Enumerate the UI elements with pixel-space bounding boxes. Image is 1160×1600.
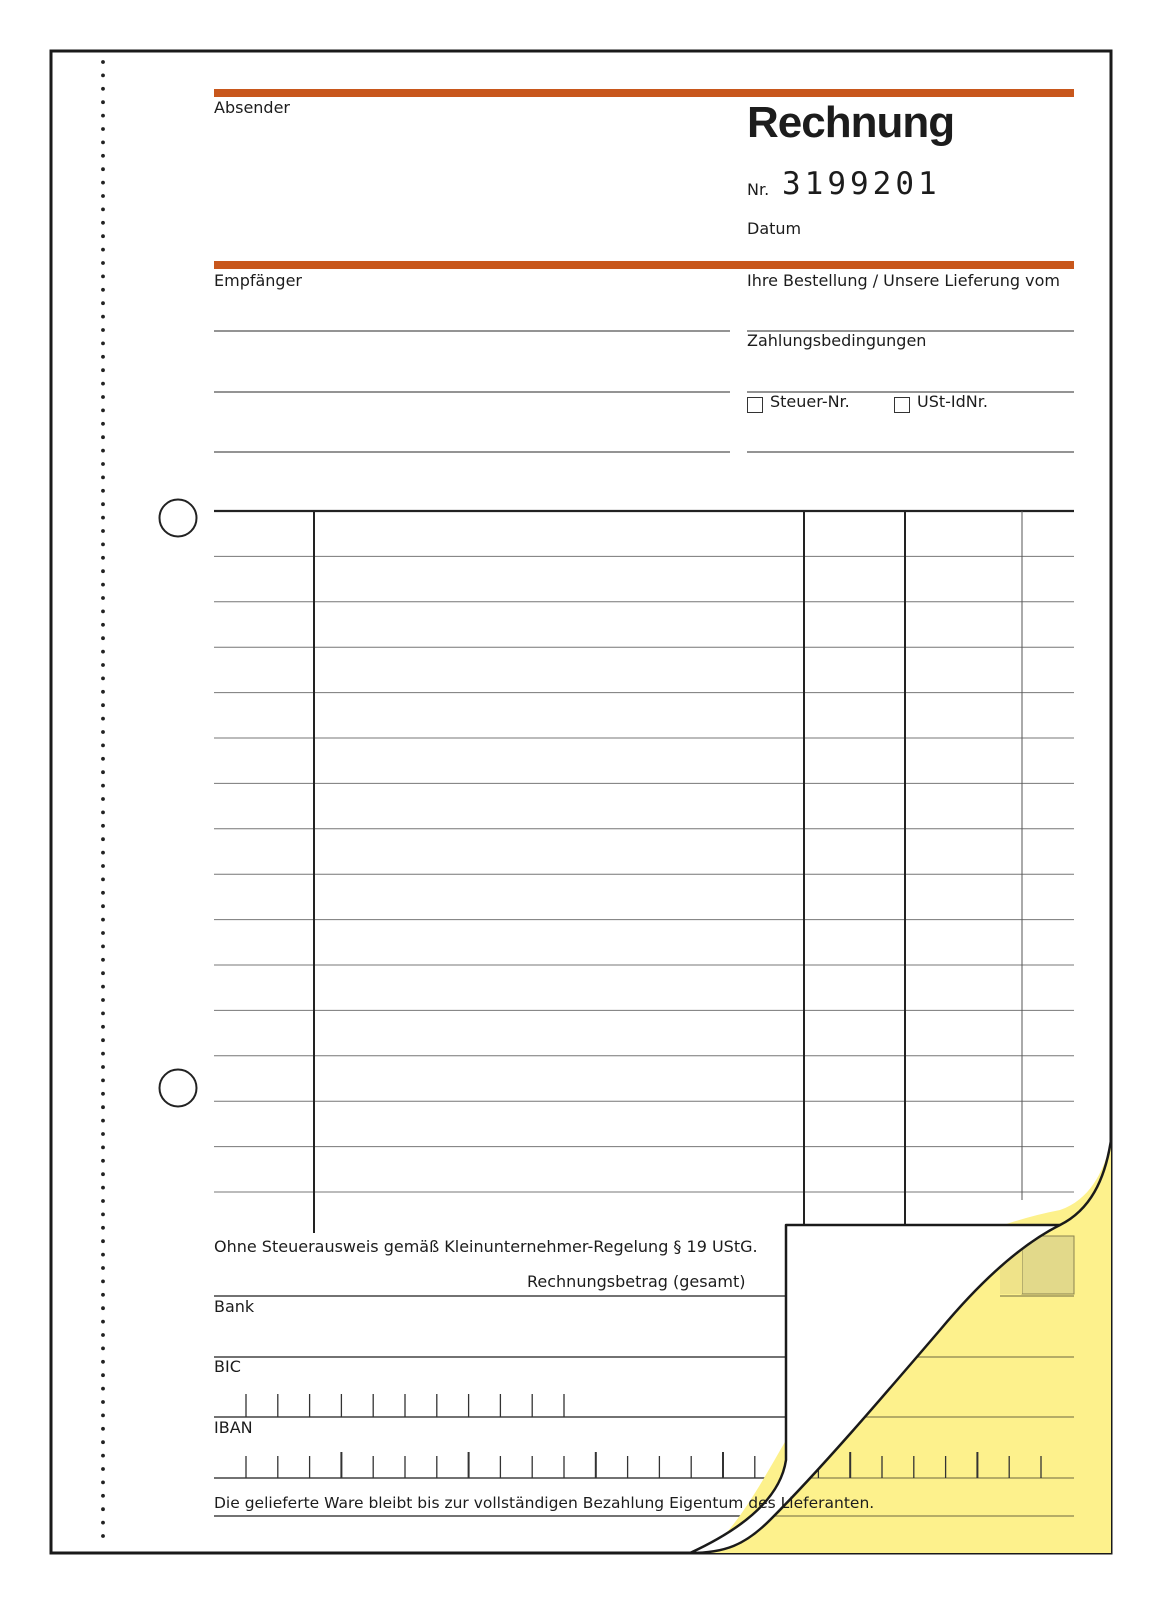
perforation-dot	[101, 878, 105, 882]
perforation-dot	[101, 770, 105, 774]
perforation-dot	[101, 864, 105, 868]
perforation-dot	[101, 811, 105, 815]
perforation-dot	[101, 730, 105, 734]
bic-label: BIC	[214, 1357, 241, 1376]
perforation-dot	[101, 502, 105, 506]
perforation-dot	[101, 998, 105, 1002]
perforation-dot	[101, 1333, 105, 1337]
perforation-dot	[101, 1400, 105, 1404]
perforation-dot	[101, 1132, 105, 1136]
perforation-dot	[101, 703, 105, 707]
perforation-dot	[101, 623, 105, 627]
perforation-dot	[101, 556, 105, 560]
perforation-dot	[101, 489, 105, 493]
perforation-dot	[101, 208, 105, 212]
perforation-dot	[101, 1306, 105, 1310]
perforation-dot	[101, 904, 105, 908]
punch-hole-bottom	[160, 1070, 197, 1107]
payment-terms-label: Zahlungsbedingungen	[747, 331, 927, 350]
perforation-dot	[101, 596, 105, 600]
perforation-dot	[101, 1427, 105, 1431]
perforation-dot	[101, 315, 105, 319]
perforation-dot	[101, 1293, 105, 1297]
perforation-dot	[101, 1105, 105, 1109]
perforation-dot	[101, 234, 105, 238]
perforation-dot	[101, 1172, 105, 1176]
perforation-dot	[101, 1534, 105, 1538]
perforation-dot	[101, 261, 105, 265]
perforation-dot	[101, 677, 105, 681]
order-delivery-date-label: Ihre Bestellung / Unsere Lieferung vom	[747, 271, 1060, 290]
invoice-number: 3199201	[782, 166, 941, 202]
perforation-dot	[101, 1266, 105, 1270]
perforation-dot	[101, 636, 105, 640]
perforation-dot	[101, 918, 105, 922]
perforation-dot	[101, 1360, 105, 1364]
perforation-dot	[101, 1347, 105, 1351]
perforation-dot	[101, 529, 105, 533]
perforation-dot	[101, 60, 105, 64]
perforation-dot	[101, 221, 105, 225]
perforation-dot	[101, 368, 105, 372]
perforation-dot	[101, 154, 105, 158]
invoice-title: Rechnung	[747, 98, 955, 147]
perforation-dot	[101, 971, 105, 975]
perforation-dot	[101, 1186, 105, 1190]
perforation-dot	[101, 958, 105, 962]
perforation-dot	[101, 435, 105, 439]
perforation-dot	[101, 1481, 105, 1485]
perforation-dot	[101, 462, 105, 466]
perforation-dot	[101, 757, 105, 761]
perforation-dot	[101, 837, 105, 841]
sender-label: Absender	[214, 98, 290, 117]
perforation-dot	[101, 663, 105, 667]
perforation-dot	[101, 931, 105, 935]
perforation-dot	[101, 409, 105, 413]
perforation-dot	[101, 569, 105, 573]
perforation-dot	[101, 1079, 105, 1083]
perforation-dot	[101, 1119, 105, 1123]
punch-hole-top	[160, 500, 197, 537]
perforation-dot	[101, 1239, 105, 1243]
perforation-dot	[101, 1440, 105, 1444]
vat-id-label: USt-IdNr.	[917, 392, 988, 411]
perforation-dot	[101, 1092, 105, 1096]
perforation-dot	[101, 1521, 105, 1525]
perforation-dot	[101, 1159, 105, 1163]
perforation-dot	[101, 985, 105, 989]
tax-number-label: Steuer-Nr.	[770, 392, 850, 411]
perforation-dot	[101, 824, 105, 828]
date-label: Datum	[747, 219, 802, 238]
perforation-dot	[101, 1226, 105, 1230]
perforation-dot	[101, 395, 105, 399]
perforation-dot	[101, 301, 105, 305]
perforation-dot	[101, 744, 105, 748]
perforation-dot	[101, 1414, 105, 1418]
perforation-dot	[101, 248, 105, 252]
perforation-dot	[101, 1454, 105, 1458]
small-business-note: Ohne Steuerausweis gemäß Kleinunternehmer-Regelung § 19 UStG.	[214, 1237, 758, 1256]
perforation-dot	[101, 114, 105, 118]
perforation-dot	[101, 945, 105, 949]
perforation-dot	[101, 1507, 105, 1511]
perforation-dot	[101, 100, 105, 104]
perforation-dot	[101, 194, 105, 198]
perforation-dot	[101, 181, 105, 185]
perforation-dot	[101, 690, 105, 694]
perforation-dot	[101, 1038, 105, 1042]
perforation-dot	[101, 543, 105, 547]
perforation-dot	[101, 87, 105, 91]
accent-bar-top	[214, 89, 1074, 97]
perforation-dot	[101, 1320, 105, 1324]
perforation-dot	[101, 328, 105, 332]
retention-of-title-note: Die gelieferte Ware bleibt bis zur vollständigen Bezahlung Eigentum des Lieferanten.	[214, 1494, 875, 1512]
perforation-dot	[101, 1012, 105, 1016]
invoice-total-label: Rechnungsbetrag (gesamt)	[527, 1272, 746, 1291]
perforation-dot	[101, 167, 105, 171]
tax-number-checkbox[interactable]	[747, 397, 763, 413]
perforation-dot	[101, 342, 105, 346]
perforation-dot	[101, 650, 105, 654]
perforation-dot	[101, 1199, 105, 1203]
perforation-dot	[101, 1146, 105, 1150]
perforation-dot	[101, 797, 105, 801]
perforation-dot	[101, 1280, 105, 1284]
perforation-dot	[101, 422, 105, 426]
perforation-dot	[101, 851, 105, 855]
invoice-number-label: Nr.	[747, 180, 770, 199]
perforation-dot	[101, 476, 105, 480]
vat-id-checkbox[interactable]	[894, 397, 910, 413]
perforation-dot	[101, 382, 105, 386]
perforation-dot	[101, 891, 105, 895]
perforation-dot	[101, 1052, 105, 1056]
perforation-dot	[101, 275, 105, 279]
accent-bar-middle	[214, 261, 1074, 269]
recipient-label: Empfänger	[214, 271, 303, 290]
perforation-dot	[101, 1025, 105, 1029]
perforation-dot	[101, 449, 105, 453]
perforation-dot	[101, 141, 105, 145]
perforation-dot	[101, 1494, 105, 1498]
perforation-dot	[101, 1213, 105, 1217]
perforation-dot	[101, 516, 105, 520]
bank-label: Bank	[214, 1297, 255, 1316]
iban-label: IBAN	[214, 1418, 253, 1437]
perforation-dot	[101, 583, 105, 587]
perforation-dot	[101, 74, 105, 78]
perforation-dot	[101, 127, 105, 131]
perforation-dot	[101, 288, 105, 292]
perforation-dot	[101, 1387, 105, 1391]
perforation-dot	[101, 610, 105, 614]
perforation-dot	[101, 717, 105, 721]
perforation-dot	[101, 1253, 105, 1257]
perforation-dot	[101, 355, 105, 359]
perforation-dot	[101, 1467, 105, 1471]
perforation-dot	[101, 1373, 105, 1377]
perforation-dot	[101, 1065, 105, 1069]
perforation-dot	[101, 784, 105, 788]
